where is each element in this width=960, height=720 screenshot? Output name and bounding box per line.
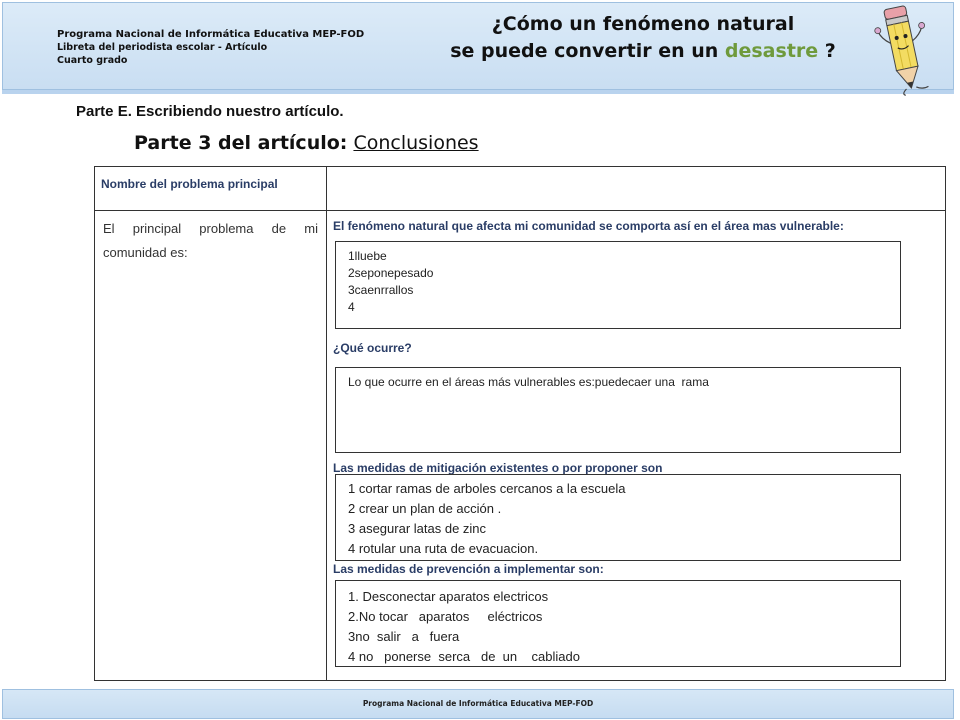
prevention-answer-box[interactable] — [335, 580, 901, 667]
title-line-2 — [433, 38, 853, 65]
banner-title — [433, 11, 853, 65]
notebook-name: Libreta del periodista escolar - Artículo — [57, 42, 268, 53]
phenomenon-answer-box[interactable] — [335, 241, 901, 329]
section-heading: Parte E. Escribiendo nuestro artículo. — [76, 103, 344, 120]
list-item: 1. Desconectar aparatos electricos — [348, 589, 549, 604]
program-info — [57, 28, 364, 67]
title-suffix: ? — [818, 40, 836, 62]
conclusions-label: Conclusiones — [353, 132, 479, 154]
conclusions-table — [94, 166, 946, 681]
top-banner — [2, 2, 954, 90]
title-accent-word: desastre — [724, 40, 819, 62]
mitigation-label: Las medidas de mitigación existentes o por proponer son — [333, 461, 663, 475]
article-heading — [134, 132, 479, 154]
what-happens-answer-box[interactable] — [335, 367, 901, 453]
what-happens-label: ¿Qué ocurre? — [333, 341, 412, 355]
list-item: 4 rotular una ruta de evacuacion. — [348, 541, 539, 556]
footer-text: Programa Nacional de Informática Educativa MEP-FOD — [362, 699, 594, 708]
list-item: 1lluebe — [348, 249, 387, 263]
mitigation-answer-box[interactable] — [335, 474, 901, 561]
title-line-1: ¿Cómo un fenómeno natural — [491, 13, 795, 35]
list-item: 3caenrrallos — [348, 283, 414, 297]
list-item: 2 crear un plan de acción . — [348, 501, 502, 516]
grade-level: Cuarto grado — [57, 55, 128, 66]
list-item: 3 asegurar latas de zinc — [348, 521, 487, 536]
problem-name-value[interactable] — [327, 167, 945, 211]
phenomenon-question-label: El fenómeno natural que afecta mi comunidad se comporta así en el área mas vulnerable: — [333, 219, 844, 233]
list-item: 1 cortar ramas de arboles cercanos a la escuela — [348, 481, 626, 496]
main-problem-label: El principal problema de mi comunidad es: — [95, 211, 327, 680]
problem-name-label: Nombre del problema principal — [95, 167, 327, 211]
prevention-label: Las medidas de prevención a implementar son: — [333, 562, 604, 576]
list-item: 3no salir a fuera — [348, 629, 460, 644]
answer-text: Lo que ocurre en el áreas más vulnerables es:puedecaer una rama — [348, 375, 709, 389]
article-part-label: Parte 3 del artículo: — [134, 132, 348, 154]
pencil-mascot-icon — [862, 0, 952, 96]
footer-banner — [2, 689, 954, 719]
title-prefix: se puede convertir en un — [450, 40, 725, 62]
list-item: 2.No tocar aparatos eléctricos — [348, 609, 543, 624]
list-item: 2seponepesado — [348, 266, 434, 280]
list-item: 4 no ponerse serca de un cabliado — [348, 649, 580, 664]
list-item: 4 — [348, 300, 355, 314]
program-name: Programa Nacional de Informática Educativa MEP-FOD — [57, 29, 365, 40]
